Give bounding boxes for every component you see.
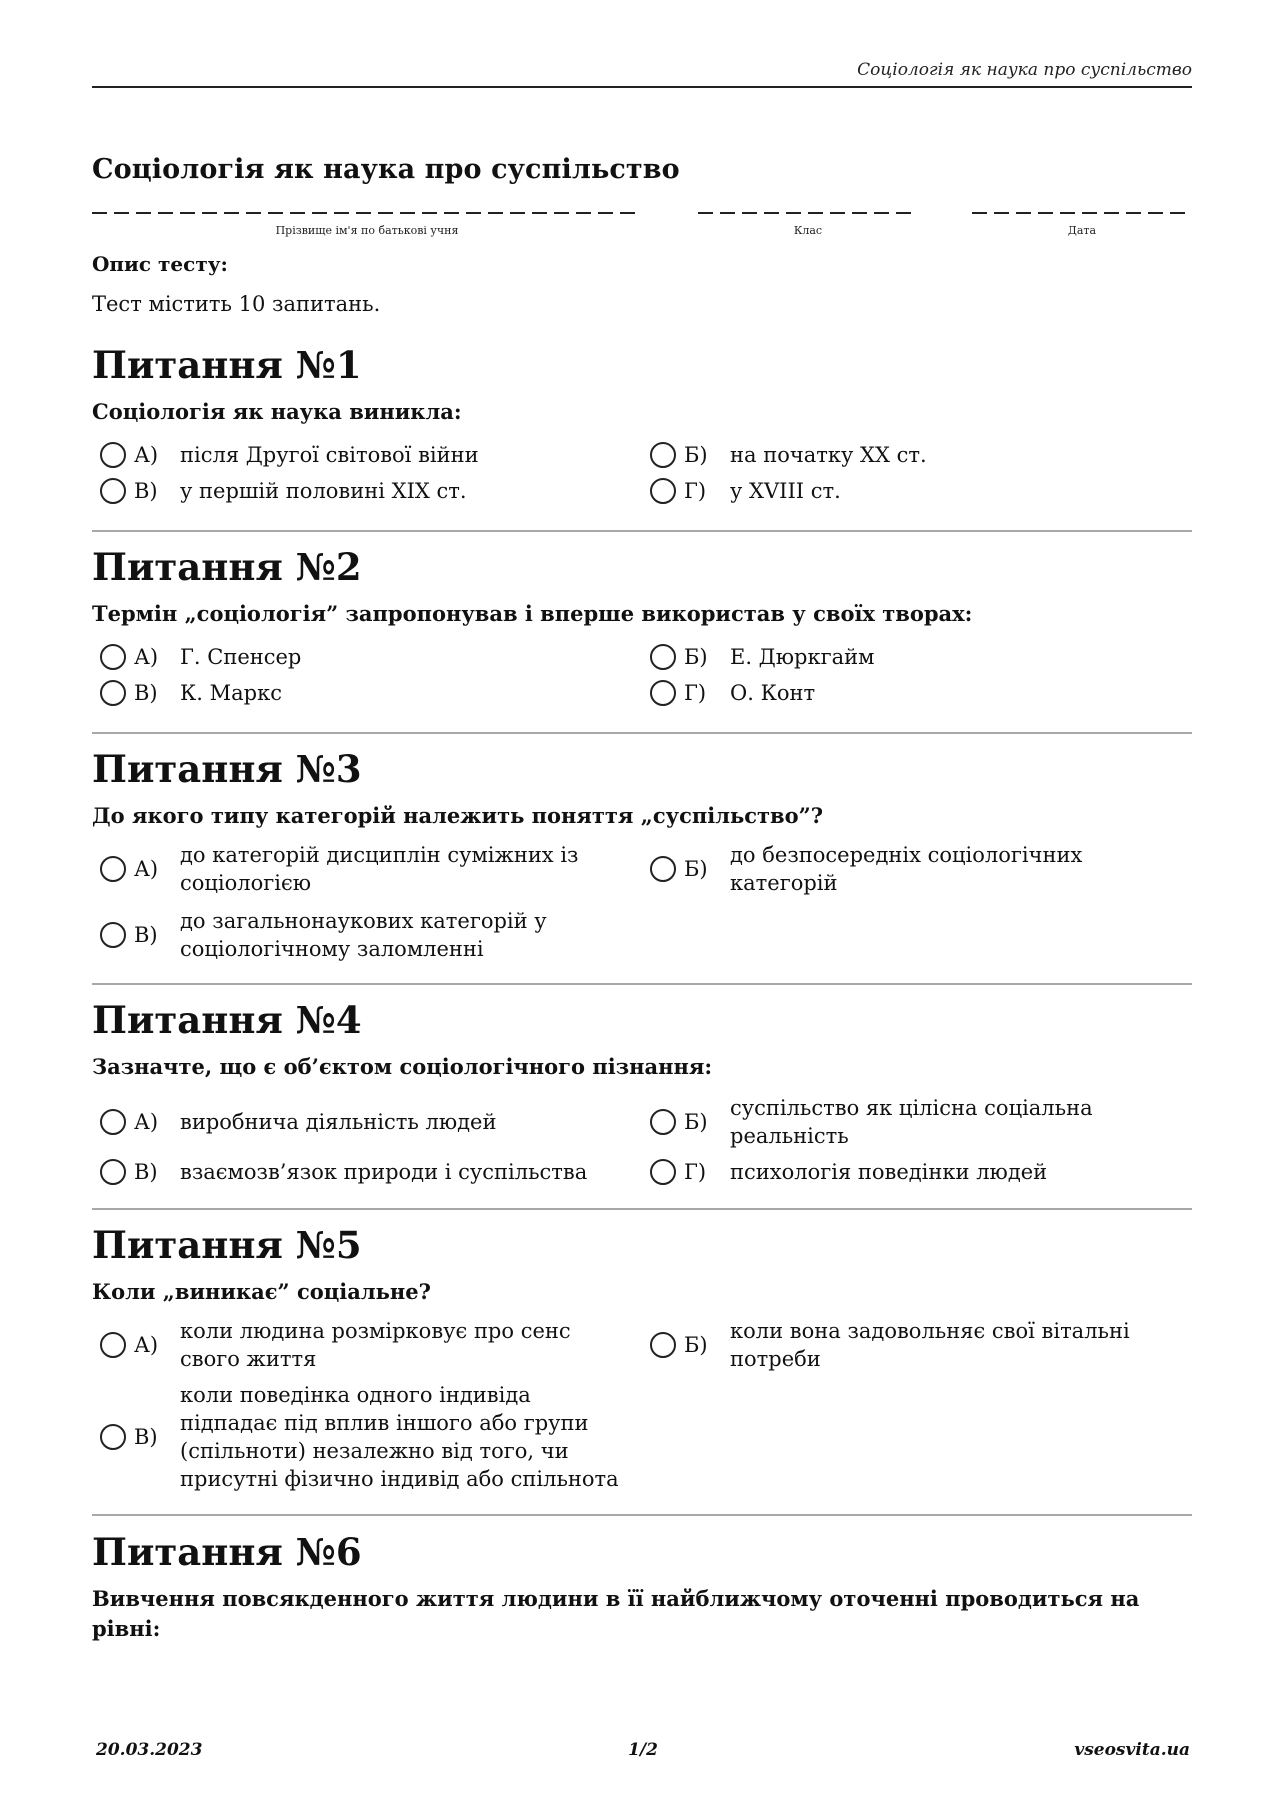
option-a[interactable] [92, 1094, 642, 1150]
option-text: до загальнонаукових категорій у соціологічному заломленні [180, 909, 547, 961]
question-separator [92, 983, 1192, 985]
option-text: О. Конт [730, 681, 816, 705]
question-text: Термін „соціологія” запропонував і вперше використав у своїх творах: [92, 601, 973, 626]
radio-icon[interactable] [650, 1109, 676, 1135]
option-text: коли поведінка одного індивіда підпадає під вплив іншого або групи (спільноти) незалежно від того, чи присутні фізично індивід або спільнота [180, 1383, 619, 1491]
option-a[interactable] [92, 841, 642, 897]
option-letter: А) [134, 645, 159, 669]
option-letter: Г) [684, 1160, 707, 1184]
option-text: К. Маркс [180, 681, 282, 705]
question-title: Питання №5 [92, 1223, 362, 1267]
running-header: Соціологія як наука про суспільство [857, 60, 1192, 80]
option-letter: А) [134, 1110, 159, 1134]
question-3 [92, 747, 1192, 963]
option-letter: Б) [684, 1333, 708, 1357]
option-b[interactable] [642, 841, 1192, 897]
question-text: Вивчення повсякденного життя людини в її найближчому оточенні проводиться на рівні: [92, 1586, 1140, 1641]
document-title: Соціологія як наука про суспільство [92, 154, 680, 185]
question-title: Питання №4 [92, 998, 362, 1042]
option-text: психологія поведінки людей [730, 1160, 1048, 1184]
answer-options [92, 1317, 1192, 1493]
option-a[interactable] [92, 643, 642, 671]
question-title: Питання №6 [92, 1530, 362, 1574]
option-v[interactable] [92, 1381, 642, 1493]
student-name-field[interactable] [92, 212, 642, 242]
option-letter: В) [134, 1160, 158, 1184]
radio-icon[interactable] [650, 644, 676, 670]
radio-icon[interactable] [650, 1159, 676, 1185]
option-v[interactable] [92, 679, 642, 707]
radio-icon[interactable] [650, 680, 676, 706]
question-text: Коли „виникає” соціальне? [92, 1279, 431, 1304]
option-text: взаємозв’язок природи і суспільства [180, 1160, 588, 1184]
question-4 [92, 998, 1192, 1186]
option-a[interactable] [92, 441, 642, 469]
option-a[interactable] [92, 1317, 642, 1373]
question-title: Питання №2 [92, 545, 362, 589]
option-v[interactable] [92, 907, 642, 963]
radio-icon[interactable] [650, 856, 676, 882]
question-separator [92, 1208, 1192, 1210]
question-text: До якого типу категорій належить поняття „суспільство”? [92, 803, 824, 828]
option-g[interactable] [642, 1158, 1192, 1186]
option-b[interactable] [642, 643, 1192, 671]
option-letter: В) [134, 923, 158, 947]
option-v[interactable] [92, 477, 642, 505]
date-line [972, 212, 1192, 214]
option-letter: В) [134, 479, 158, 503]
answer-options [92, 441, 1192, 505]
option-text: у першій половині XIX ст. [180, 479, 467, 503]
option-letter: Б) [684, 443, 708, 467]
radio-icon[interactable] [100, 856, 126, 882]
question-text: Соціологія як наука виникла: [92, 399, 462, 424]
radio-icon[interactable] [650, 478, 676, 504]
footer-date: 20.03.2023 [96, 1740, 203, 1760]
option-b[interactable] [642, 1317, 1192, 1373]
question-1 [92, 343, 1192, 505]
radio-icon[interactable] [100, 1109, 126, 1135]
radio-icon[interactable] [100, 644, 126, 670]
question-separator [92, 1514, 1192, 1516]
radio-icon[interactable] [100, 1424, 126, 1450]
option-text: після Другої світової війни [180, 443, 479, 467]
radio-icon[interactable] [100, 680, 126, 706]
option-b[interactable] [642, 1094, 1192, 1150]
option-text: коли людина розмірковує про сенс свого життя [180, 1319, 571, 1371]
option-b[interactable] [642, 441, 1192, 469]
answer-options [92, 643, 1192, 707]
radio-icon[interactable] [100, 1332, 126, 1358]
option-letter: В) [134, 681, 158, 705]
option-letter: Б) [684, 857, 708, 881]
option-letter: В) [134, 1425, 158, 1449]
option-letter: Г) [684, 681, 707, 705]
option-text: Г. Спенсер [180, 645, 302, 669]
option-letter: А) [134, 443, 159, 467]
radio-icon[interactable] [100, 442, 126, 468]
option-letter: А) [134, 1333, 159, 1357]
name-line [92, 212, 642, 214]
date-caption: Дата [1067, 224, 1097, 237]
class-caption: Клас [793, 224, 823, 237]
question-title: Питання №3 [92, 747, 362, 791]
option-text: у XVIII ст. [730, 479, 841, 503]
option-text: суспільство як цілісна соціальна реальність [730, 1096, 1093, 1148]
question-title: Питання №1 [92, 343, 362, 387]
option-letter: А) [134, 857, 159, 881]
option-g[interactable] [642, 477, 1192, 505]
option-text: до категорій дисциплін суміжних із соціологією [180, 843, 579, 895]
question-2 [92, 545, 1192, 707]
option-text: коли вона задовольняє свої вітальні потреби [730, 1319, 1130, 1371]
option-letter: Б) [684, 645, 708, 669]
header-rule [92, 86, 1192, 88]
radio-icon[interactable] [100, 922, 126, 948]
option-g[interactable] [642, 679, 1192, 707]
option-text: Е. Дюркгайм [730, 645, 875, 669]
date-field[interactable] [972, 212, 1192, 242]
option-text: виробнича діяльність людей [180, 1110, 497, 1134]
radio-icon[interactable] [100, 1159, 126, 1185]
description-text: Тест містить 10 запитань. [92, 292, 381, 316]
radio-icon[interactable] [650, 442, 676, 468]
question-separator [92, 530, 1192, 532]
question-separator [92, 732, 1192, 734]
footer-page-number: 1/2 [628, 1740, 658, 1760]
option-letter: Б) [684, 1110, 708, 1134]
class-field[interactable] [698, 212, 918, 242]
question-text: Зазначте, що є об’єктом соціологічного пізнання: [92, 1054, 713, 1079]
answer-options [92, 1094, 1192, 1186]
answer-options [92, 841, 1192, 963]
name-caption: Прізвище ім'я по батькові учня [275, 224, 459, 237]
question-5 [92, 1223, 1192, 1493]
option-v[interactable] [92, 1158, 642, 1186]
option-letter: Г) [684, 479, 707, 503]
question-6 [92, 1530, 1192, 1644]
option-text: на початку XX ст. [730, 443, 927, 467]
description-label: Опис тесту: [92, 252, 228, 276]
class-line [698, 212, 918, 214]
option-text: до безпосередніх соціологічних категорій [730, 843, 1083, 895]
radio-icon[interactable] [650, 1332, 676, 1358]
radio-icon[interactable] [100, 478, 126, 504]
footer-site: vseosvita.ua [1074, 1740, 1190, 1760]
